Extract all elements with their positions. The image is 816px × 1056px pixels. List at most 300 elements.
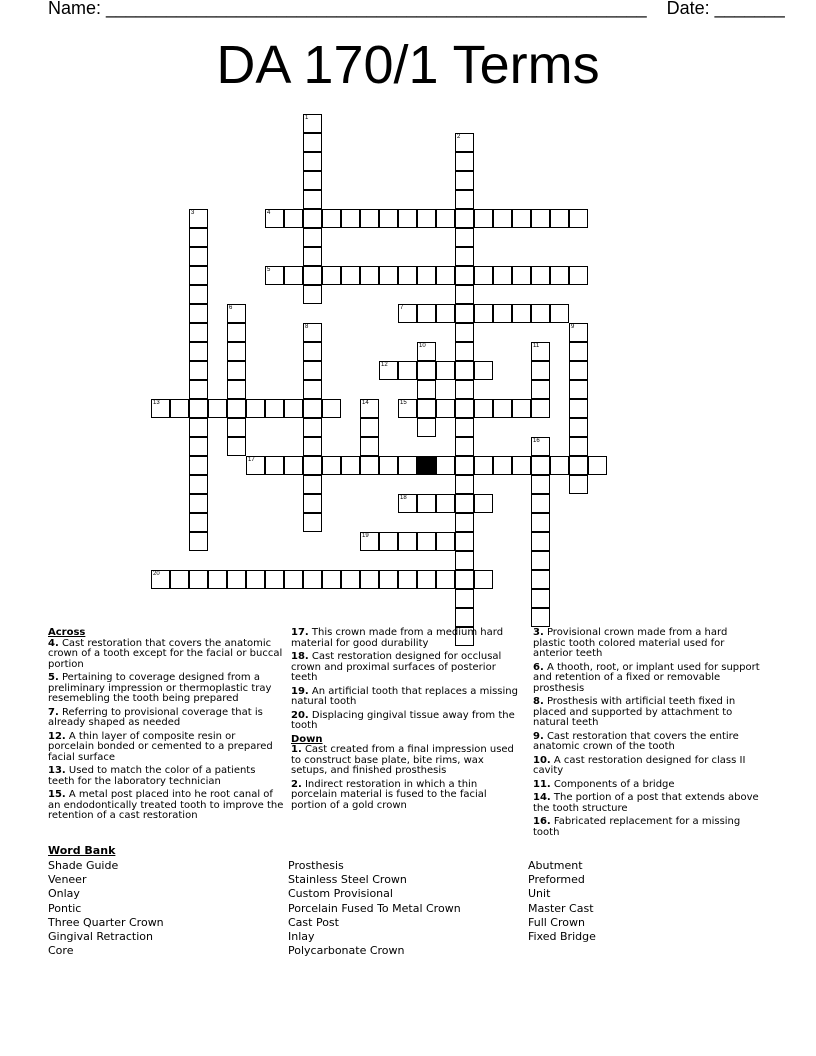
grid-cell[interactable]: [550, 304, 569, 323]
clue-number: 1: [305, 115, 309, 121]
grid-cell[interactable]: [455, 437, 474, 456]
grid-cell[interactable]: [531, 494, 550, 513]
grid-cell[interactable]: [170, 399, 189, 418]
grid-cell[interactable]: [227, 570, 246, 589]
grid-cell[interactable]: [512, 399, 531, 418]
grid-cell[interactable]: [569, 342, 588, 361]
grid-cell[interactable]: [417, 266, 436, 285]
word-bank-item: Veneer: [48, 873, 87, 887]
grid-cell[interactable]: [474, 456, 493, 475]
grid-cell[interactable]: [512, 209, 531, 228]
grid-cell[interactable]: [474, 399, 493, 418]
clue-item-text: This crown made from a medium hard material for good durability: [291, 627, 504, 649]
grid-cell[interactable]: [455, 551, 474, 570]
grid-cell[interactable]: [227, 437, 246, 456]
word-bank-item: Inlay: [288, 930, 315, 944]
grid-cell[interactable]: [531, 532, 550, 551]
grid-cell[interactable]: [455, 589, 474, 608]
grid-cell[interactable]: [398, 456, 417, 475]
clue-item-text: The portion of a post that extends above the tooth structure: [533, 792, 759, 814]
grid-cell[interactable]: [246, 570, 265, 589]
down-clues-column: [533, 628, 763, 841]
clue-item-text: A metal post placed into he root canal of an endodontically treated tooth to improve the retention of a cast restoration: [48, 789, 284, 821]
clue-item-text: Cast restoration that covers the entire anatomic crown of the tooth: [533, 730, 739, 752]
grid-cell[interactable]: [189, 228, 208, 247]
grid-cell[interactable]: [531, 456, 550, 475]
word-bank-item: Gingival Retraction: [48, 930, 154, 944]
grid-cell[interactable]: [341, 570, 360, 589]
grid-cell[interactable]: [455, 247, 474, 266]
grid-cell[interactable]: [322, 209, 341, 228]
clue-number: 10: [419, 343, 426, 349]
clue-number: 19: [362, 533, 369, 539]
word-bank-heading: Word Bank: [48, 844, 116, 857]
grid-cell[interactable]: [398, 494, 417, 513]
grid-cell[interactable]: [189, 570, 208, 589]
grid-cell[interactable]: [531, 608, 550, 627]
grid-cell[interactable]: [398, 266, 417, 285]
grid-cell[interactable]: [417, 532, 436, 551]
grid-cell[interactable]: [493, 266, 512, 285]
grid-cell[interactable]: [322, 266, 341, 285]
grid-cell[interactable]: [379, 266, 398, 285]
grid-cell[interactable]: [360, 209, 379, 228]
grid-cell[interactable]: [360, 532, 379, 551]
grid-cell[interactable]: [379, 209, 398, 228]
word-bank-item: Pontic: [48, 901, 82, 915]
word-bank-item: Core: [48, 944, 74, 958]
grid-cell[interactable]: [227, 399, 246, 418]
grid-cell[interactable]: [436, 494, 455, 513]
grid-cell[interactable]: [284, 399, 303, 418]
grid-cell[interactable]: [455, 285, 474, 304]
grid-cell[interactable]: [303, 380, 322, 399]
grid-cell[interactable]: [531, 570, 550, 589]
clue-item: [533, 732, 763, 753]
grid-cell[interactable]: [151, 570, 170, 589]
grid-cell[interactable]: [303, 494, 322, 513]
name-date-line: Name: ______________________________________________________ Date: _______: [48, 0, 785, 18]
grid-cell[interactable]: [398, 304, 417, 323]
grid-cell[interactable]: [493, 399, 512, 418]
clue-item-number: 19.: [291, 685, 309, 697]
grid-cell[interactable]: [360, 437, 379, 456]
clue-item-text: A cast restoration designed for class II cavity: [533, 754, 746, 776]
grid-cell[interactable]: [265, 456, 284, 475]
grid-cell[interactable]: [436, 456, 455, 475]
grid-cell[interactable]: [189, 475, 208, 494]
grid-cell[interactable]: [531, 209, 550, 228]
grid-cell[interactable]: [417, 494, 436, 513]
clue-item-text: Cast restoration that covers the anatomic crown of a tooth except for the facial or buccal portion: [48, 637, 283, 670]
clue-item-text: Pertaining to coverage designed from a preliminary impression or thermoplastic tray resemebling the tooth being prepared: [48, 672, 272, 704]
grid-cell[interactable]: [170, 570, 189, 589]
grid-cell[interactable]: [531, 380, 550, 399]
grid-cell[interactable]: [531, 475, 550, 494]
grid-cell[interactable]: [189, 380, 208, 399]
grid-cell[interactable]: [569, 437, 588, 456]
clue-item: [533, 756, 763, 777]
grid-cell[interactable]: [531, 399, 550, 418]
clue-item-number: 20.: [291, 709, 309, 721]
grid-cell[interactable]: [303, 171, 322, 190]
grid-cell[interactable]: [303, 475, 322, 494]
grid-cell[interactable]: [474, 304, 493, 323]
grid-cell[interactable]: [474, 361, 493, 380]
grid-cell[interactable]: [455, 475, 474, 494]
clue-item: [533, 780, 763, 791]
clue-number: 11: [533, 343, 540, 349]
grid-cell[interactable]: [189, 266, 208, 285]
word-bank-column-2: [288, 859, 461, 958]
grid-cell[interactable]: [303, 266, 322, 285]
grid-cell[interactable]: [417, 418, 436, 437]
clue-number: 18: [400, 495, 407, 501]
grid-cell[interactable]: [531, 437, 550, 456]
grid-cell[interactable]: [322, 399, 341, 418]
clue-item-text: A thin layer of composite resin or porcelain bonded or cemented to a prepared facial surface: [48, 730, 273, 763]
clue-number: 12: [381, 362, 388, 368]
grid-cell[interactable]: [303, 228, 322, 247]
grid-cell[interactable]: [493, 456, 512, 475]
clue-item-number: 4.: [48, 637, 59, 649]
grid-cell[interactable]: [189, 532, 208, 551]
grid-cell[interactable]: [189, 323, 208, 342]
grid-cell[interactable]: [189, 513, 208, 532]
grid-cell[interactable]: [455, 361, 474, 380]
clue-number: 9: [571, 324, 575, 330]
grid-cell[interactable]: [303, 437, 322, 456]
grid-cell[interactable]: [189, 304, 208, 323]
grid-cell[interactable]: [474, 494, 493, 513]
grid-cell[interactable]: [417, 342, 436, 361]
across-clues-column: [48, 628, 284, 825]
grid-cell[interactable]: [455, 304, 474, 323]
grid-cell[interactable]: [455, 494, 474, 513]
clue-item-text: Referring to provisional coverage that is already shaped as needed: [48, 706, 263, 728]
clue-number: 5: [267, 267, 271, 273]
grid-cell[interactable]: [303, 570, 322, 589]
clue-item-number: 15.: [48, 789, 66, 800]
grid-cell[interactable]: [455, 228, 474, 247]
grid-cell[interactable]: [512, 456, 531, 475]
grid-cell[interactable]: [303, 190, 322, 209]
clue-item-number: 7.: [48, 706, 59, 718]
grid-cell[interactable]: [474, 209, 493, 228]
grid-cell[interactable]: [189, 361, 208, 380]
grid-cell[interactable]: [303, 342, 322, 361]
word-bank-item: Three Quarter Crown: [48, 915, 164, 929]
clue-item-number: 18.: [291, 651, 309, 662]
clue-number: 6: [229, 305, 233, 311]
clue-number: 3: [191, 210, 195, 216]
clue-number: 13: [153, 400, 160, 406]
clue-item-text: Provisional crown made from a hard plastic tooth colored material used for anterior teeth: [533, 627, 728, 659]
middle-clues-column: [291, 628, 523, 814]
grid-cell[interactable]: [227, 342, 246, 361]
clue-item: [533, 663, 763, 695]
grid-cell[interactable]: [436, 361, 455, 380]
clue-item-text: Components of a bridge: [550, 778, 675, 790]
grid-cell[interactable]: [322, 456, 341, 475]
grid-cell[interactable]: [227, 380, 246, 399]
grid-cell[interactable]: [341, 456, 360, 475]
clue-item-number: 11.: [533, 778, 551, 790]
grid-cell[interactable]: [265, 570, 284, 589]
grid-cell[interactable]: [569, 418, 588, 437]
grid-cell[interactable]: [303, 456, 322, 475]
grid-cell[interactable]: [417, 304, 436, 323]
grid-cell[interactable]: [474, 266, 493, 285]
grid-cell[interactable]: [322, 570, 341, 589]
grid-cell[interactable]: [398, 361, 417, 380]
grid-cell[interactable]: [379, 361, 398, 380]
grid-cell[interactable]: [284, 570, 303, 589]
grid-cell[interactable]: [455, 133, 474, 152]
clue-item: [533, 793, 763, 814]
grid-cell[interactable]: [208, 570, 227, 589]
grid-cell[interactable]: [284, 266, 303, 285]
grid-cell[interactable]: [455, 570, 474, 589]
grid-cell[interactable]: [474, 570, 493, 589]
grid-cell[interactable]: [550, 266, 569, 285]
clue-item-text: Fabricated replacement for a missing tooth: [533, 816, 741, 838]
grid-cell[interactable]: [265, 399, 284, 418]
grid-cell[interactable]: [303, 323, 322, 342]
clue-item: [48, 766, 284, 787]
grid-cell[interactable]: [455, 380, 474, 399]
grid-cell[interactable]: [417, 399, 436, 418]
grid-cell[interactable]: [151, 399, 170, 418]
grid-cell[interactable]: [550, 456, 569, 475]
clue-item-number: 10.: [533, 754, 551, 766]
word-bank-item: Prosthesis: [288, 859, 344, 872]
grid-cell[interactable]: [398, 399, 417, 418]
grid-cell[interactable]: [455, 532, 474, 551]
grid-cell[interactable]: [569, 380, 588, 399]
clue-item: [533, 697, 763, 729]
word-bank-item: Stainless Steel Crown: [288, 873, 407, 887]
clue-item: [291, 745, 523, 777]
word-bank-item: Master Cast: [528, 901, 594, 915]
clue-item: [291, 652, 523, 684]
clue-item-number: 8.: [533, 696, 544, 707]
grid-cell[interactable]: [455, 608, 474, 627]
grid-cell[interactable]: [436, 266, 455, 285]
clue-item: [291, 780, 523, 812]
word-bank-item: Full Crown: [528, 915, 585, 929]
clue-item: [48, 790, 284, 822]
clue-item-text: Displacing gingival tissue away from the tooth: [291, 709, 515, 731]
grid-block-cell: [417, 456, 436, 475]
clue-item: [48, 673, 284, 705]
grid-cell[interactable]: [417, 570, 436, 589]
clue-item-number: 16.: [533, 816, 551, 827]
grid-cell[interactable]: [227, 361, 246, 380]
grid-cell[interactable]: [303, 209, 322, 228]
grid-cell[interactable]: [417, 380, 436, 399]
word-bank-column-3: [528, 859, 596, 944]
grid-cell[interactable]: [569, 266, 588, 285]
grid-cell[interactable]: [455, 418, 474, 437]
grid-cell[interactable]: [531, 361, 550, 380]
clue-item: [48, 639, 284, 671]
grid-cell[interactable]: [189, 285, 208, 304]
word-bank-item: Custom Provisional: [288, 887, 393, 901]
clue-item: [48, 708, 284, 729]
grid-cell[interactable]: [208, 399, 227, 418]
grid-cell[interactable]: [303, 513, 322, 532]
grid-cell[interactable]: [303, 285, 322, 304]
word-bank-item: Fixed Bridge: [528, 930, 596, 944]
word-bank-item: Onlay: [48, 887, 80, 901]
clue-number: 8: [305, 324, 309, 330]
grid-cell[interactable]: [303, 361, 322, 380]
grid-cell[interactable]: [360, 570, 379, 589]
grid-cell[interactable]: [455, 190, 474, 209]
grid-cell[interactable]: [341, 209, 360, 228]
grid-cell[interactable]: [189, 342, 208, 361]
grid-cell[interactable]: [531, 342, 550, 361]
grid-cell[interactable]: [189, 399, 208, 418]
grid-cell[interactable]: [455, 456, 474, 475]
clue-item-number: 12.: [48, 730, 66, 742]
grid-cell[interactable]: [569, 456, 588, 475]
grid-cell[interactable]: [189, 494, 208, 513]
grid-cell[interactable]: [455, 399, 474, 418]
grid-cell[interactable]: [588, 456, 607, 475]
grid-cell[interactable]: [303, 418, 322, 437]
grid-cell[interactable]: [417, 361, 436, 380]
clue-number: 16: [533, 438, 540, 444]
clue-item: [291, 687, 523, 708]
puzzle-title: DA 170/1 Terms: [216, 35, 600, 95]
grid-cell[interactable]: [569, 209, 588, 228]
clue-item-number: 1.: [291, 744, 302, 755]
grid-cell[interactable]: [360, 456, 379, 475]
grid-cell[interactable]: [436, 304, 455, 323]
grid-cell[interactable]: [493, 304, 512, 323]
word-bank-item: Unit: [528, 887, 551, 901]
grid-cell[interactable]: [303, 247, 322, 266]
grid-cell[interactable]: [265, 209, 284, 228]
grid-cell[interactable]: [189, 456, 208, 475]
grid-cell[interactable]: [227, 304, 246, 323]
grid-cell[interactable]: [303, 133, 322, 152]
grid-cell[interactable]: [436, 532, 455, 551]
clue-item-text: Cast created from a final impression used to construct base plate, bite rims, wax setups, and finished prosthesis: [291, 744, 514, 776]
grid-cell[interactable]: [569, 399, 588, 418]
clue-number: 2: [457, 134, 461, 140]
grid-cell[interactable]: [493, 209, 512, 228]
word-bank-item: Abutment: [528, 859, 583, 872]
grid-cell[interactable]: [436, 209, 455, 228]
grid-cell[interactable]: [455, 171, 474, 190]
grid-cell[interactable]: [455, 342, 474, 361]
grid-cell[interactable]: [569, 323, 588, 342]
grid-cell[interactable]: [512, 304, 531, 323]
grid-cell[interactable]: [531, 513, 550, 532]
down-heading: Down: [291, 733, 323, 745]
grid-cell[interactable]: [246, 399, 265, 418]
grid-cell[interactable]: [360, 418, 379, 437]
clue-number: 20: [153, 571, 160, 577]
grid-cell[interactable]: [379, 570, 398, 589]
clue-number: 17: [248, 457, 255, 463]
grid-cell[interactable]: [189, 247, 208, 266]
clue-item-number: 14.: [533, 792, 551, 803]
grid-cell[interactable]: [284, 209, 303, 228]
grid-cell[interactable]: [531, 266, 550, 285]
grid-cell[interactable]: [189, 437, 208, 456]
grid-cell[interactable]: [398, 570, 417, 589]
grid-cell[interactable]: [455, 323, 474, 342]
grid-cell[interactable]: [455, 209, 474, 228]
grid-cell[interactable]: [227, 418, 246, 437]
grid-cell[interactable]: [550, 209, 569, 228]
grid-cell[interactable]: [398, 209, 417, 228]
grid-cell[interactable]: [341, 266, 360, 285]
clue-item-text: Prosthesis with artificial teeth fixed in placed and supported by attachment to natural teeth: [533, 696, 736, 728]
clue-number: 15: [400, 400, 407, 406]
down-clue-list: [291, 745, 523, 811]
grid-cell[interactable]: [455, 152, 474, 171]
word-bank-item: Polycarbonate Crown: [288, 944, 405, 958]
word-bank-item: Shade Guide: [48, 859, 119, 872]
clue-number: 14: [362, 400, 369, 406]
grid-cell[interactable]: [569, 361, 588, 380]
grid-cell[interactable]: [512, 266, 531, 285]
grid-cell[interactable]: [531, 589, 550, 608]
word-bank-column-1: [48, 859, 164, 958]
grid-cell[interactable]: [436, 570, 455, 589]
grid-cell[interactable]: [379, 456, 398, 475]
grid-cell[interactable]: [398, 532, 417, 551]
grid-cell[interactable]: [284, 456, 303, 475]
word-bank-item: Porcelain Fused To Metal Crown: [288, 901, 461, 915]
grid-cell[interactable]: [531, 304, 550, 323]
clue-item-number: 9.: [533, 730, 544, 742]
grid-cell[interactable]: [189, 418, 208, 437]
grid-cell[interactable]: [360, 399, 379, 418]
across-heading: Across: [48, 627, 86, 638]
grid-cell[interactable]: [417, 209, 436, 228]
grid-cell[interactable]: [227, 323, 246, 342]
grid-cell[interactable]: [436, 399, 455, 418]
clue-item-number: 13.: [48, 765, 66, 776]
grid-cell[interactable]: [379, 532, 398, 551]
clue-item-text: Used to match the color of a patients teeth for the laboratory technician: [48, 765, 256, 787]
grid-cell[interactable]: [455, 513, 474, 532]
clue-number: 7: [400, 305, 404, 311]
clue-item-number: 5.: [48, 672, 59, 683]
grid-cell[interactable]: [303, 399, 322, 418]
grid-cell[interactable]: [303, 114, 322, 133]
clue-item-number: 6.: [533, 661, 544, 673]
clue-item-number: 2.: [291, 778, 302, 790]
grid-cell[interactable]: [303, 152, 322, 171]
clue-item-text: An artificial tooth that replaces a missing natural tooth: [291, 685, 518, 707]
grid-cell[interactable]: [246, 456, 265, 475]
grid-cell[interactable]: [531, 551, 550, 570]
down-clue-list-continued: [533, 628, 763, 838]
grid-cell[interactable]: [569, 475, 588, 494]
grid-cell[interactable]: [189, 209, 208, 228]
grid-cell[interactable]: [265, 266, 284, 285]
across-clue-list: [48, 639, 284, 822]
grid-cell[interactable]: [455, 266, 474, 285]
grid-cell[interactable]: [360, 266, 379, 285]
